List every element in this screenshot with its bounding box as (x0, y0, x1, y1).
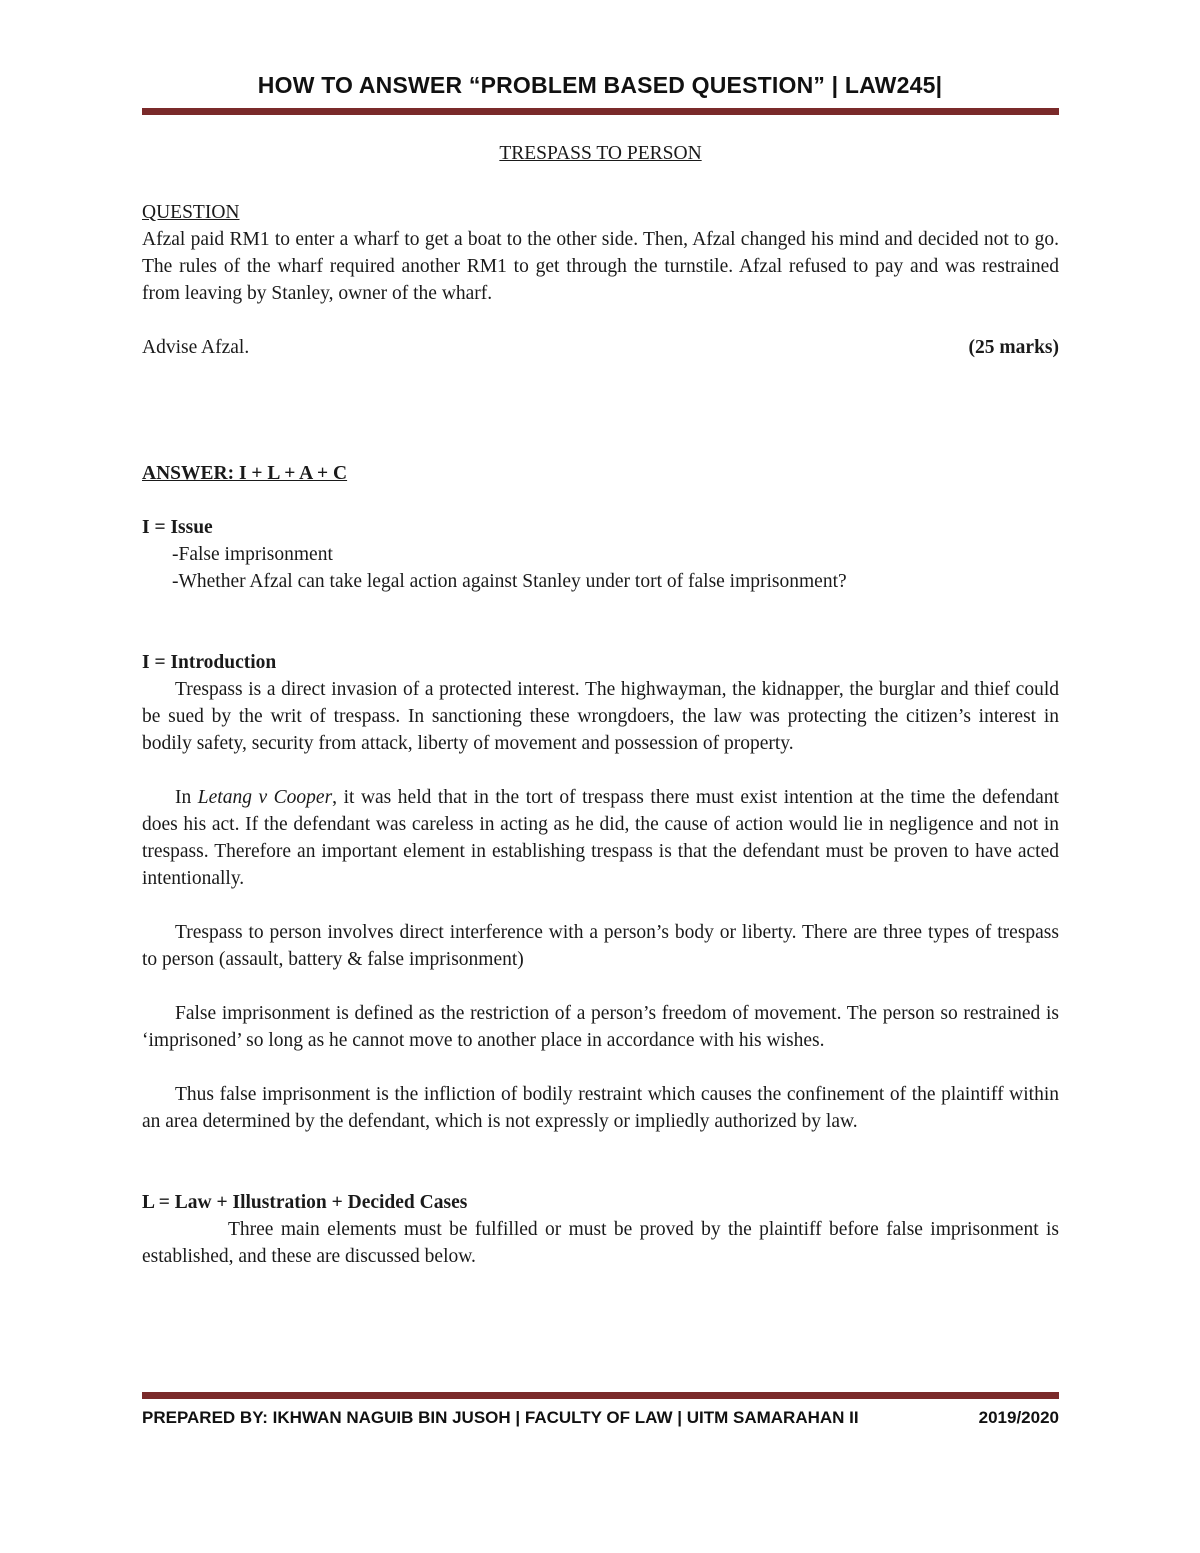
introduction-paragraph-3: Trespass to person involves direct interference with a person’s body or liberty. There are three types of trespass to person (assault, battery & false imprisonment) (142, 922, 1059, 970)
document-body (142, 140, 1059, 1270)
footer-rule (142, 1392, 1059, 1399)
footer-prepared-by: PREPARED BY: IKHWAN NAGUIB BIN JUSOH | FACULTY OF LAW | UITM SAMARAHAN II (142, 1408, 859, 1427)
page-header-title: HOW TO ANSWER “PROBLEM BASED QUESTION” | LAW245| (257, 72, 943, 98)
issue-item-2: -Whether Afzal can take legal action against Stanley under tort of false imprisonment? (172, 571, 847, 592)
law-paragraph-1: Three main elements must be fulfilled or must be proved by the plaintiff before false imprisonment is established, and these are discussed below. (142, 1219, 1059, 1267)
advise-row (142, 334, 1059, 361)
header-rule (142, 108, 1059, 115)
answer-label: ANSWER: I + L + A + C (142, 463, 348, 484)
question-label: QUESTION (142, 202, 240, 223)
introduction-heading: I = Introduction (142, 652, 277, 673)
page-footer (142, 1408, 1059, 1428)
introduction-paragraph-4: False imprisonment is defined as the restriction of a person’s freedom of movement. The person so restrained is ‘imprisoned’ so long as he cannot move to another place in accordance with his wishes. (142, 1003, 1059, 1051)
introduction-paragraph-1: Trespass is a direct invasion of a protected interest. The highwayman, the kidnapper, the burglar and thief could be sued by the writ of trespass. In sanctioning these wrongdoers, the law was protecting the citizen’s interest in bodily safety, security from attack, liberty of movement and possession of property. (142, 679, 1059, 754)
document-title: TRESPASS TO PERSON (499, 143, 702, 164)
law-heading: L = Law + Illustration + Decided Cases (142, 1192, 468, 1213)
introduction-paragraph-5: Thus false imprisonment is the infliction of bodily restraint which causes the confinement of the plaintiff within an area determined by the defendant, which is not expressly or impliedly authorized by law. (142, 1084, 1059, 1132)
introduction-paragraph-2: In Letang v Cooper, it was held that in the tort of trespass there must exist intention at the time the defendant does his act. If the defendant was careless in acting as he did, the cause of action would lie in negligence and not in trespass. Therefore an important element in establishing trespass is that the defendant must be proven to have acted intentionally. (142, 787, 1059, 889)
footer-year: 2019/2020 (978, 1408, 1059, 1427)
case-name-letang-v-cooper: Letang v Cooper (197, 787, 333, 808)
issue-item-1: -False imprisonment (172, 544, 333, 565)
advise-text: Advise Afzal. (142, 337, 250, 358)
issue-heading: I = Issue (142, 517, 213, 538)
question-text: Afzal paid RM1 to enter a wharf to get a boat to the other side. Then, Afzal changed his mind and decided not to go. The rules of the wharf required another RM1 to get through the turnstile. Afzal refused to pay and was restrained from leaving by Stanley, owner of the wharf. (142, 229, 1059, 304)
marks-label: (25 marks) (968, 337, 1059, 358)
